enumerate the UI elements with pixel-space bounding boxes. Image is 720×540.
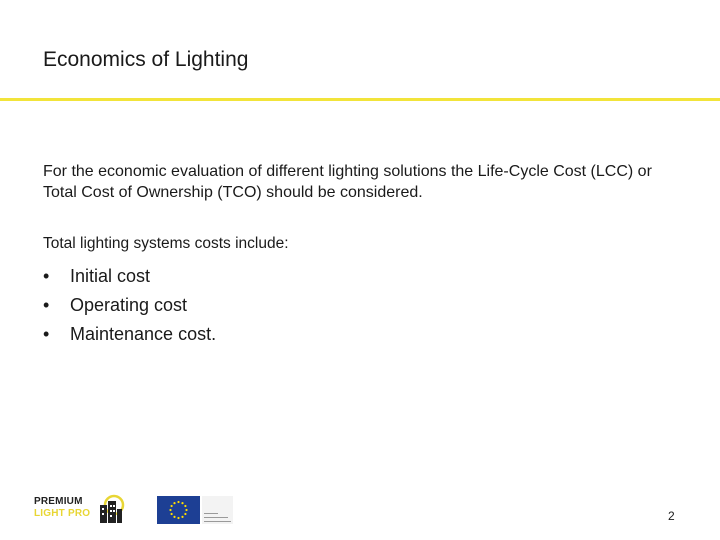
bullet-icon: •	[43, 324, 50, 344]
list-item-label: Operating cost	[70, 295, 188, 315]
eu-funding-text	[202, 496, 233, 524]
cost-list	[43, 262, 216, 349]
bullet-icon: •	[43, 295, 50, 315]
page-number: 2	[668, 509, 675, 523]
list-item	[43, 262, 216, 291]
eu-flag-icon	[157, 496, 200, 524]
body-paragraph: For the economic evaluation of different lighting solutions the Life-Cycle Cost (LCC) or Total Cost of Ownership (TCO) should be considered.	[43, 163, 652, 201]
logo-line-1: PREMIUM	[34, 496, 83, 507]
eu-funding-logo	[157, 496, 233, 524]
title-divider	[0, 98, 720, 101]
list-item-label: Maintenance cost.	[70, 324, 217, 344]
bullet-icon: •	[43, 266, 50, 286]
intro-text: Total lighting systems costs include:	[43, 235, 289, 252]
list-item-label: Initial cost	[70, 266, 151, 286]
logo-line-2: LIGHT PRO	[34, 508, 91, 519]
list-item	[43, 320, 216, 349]
slide-title: Economics of Lighting	[43, 48, 249, 71]
premium-light-pro-logo	[34, 493, 126, 525]
list-item	[43, 291, 216, 320]
building-icon	[92, 493, 126, 525]
